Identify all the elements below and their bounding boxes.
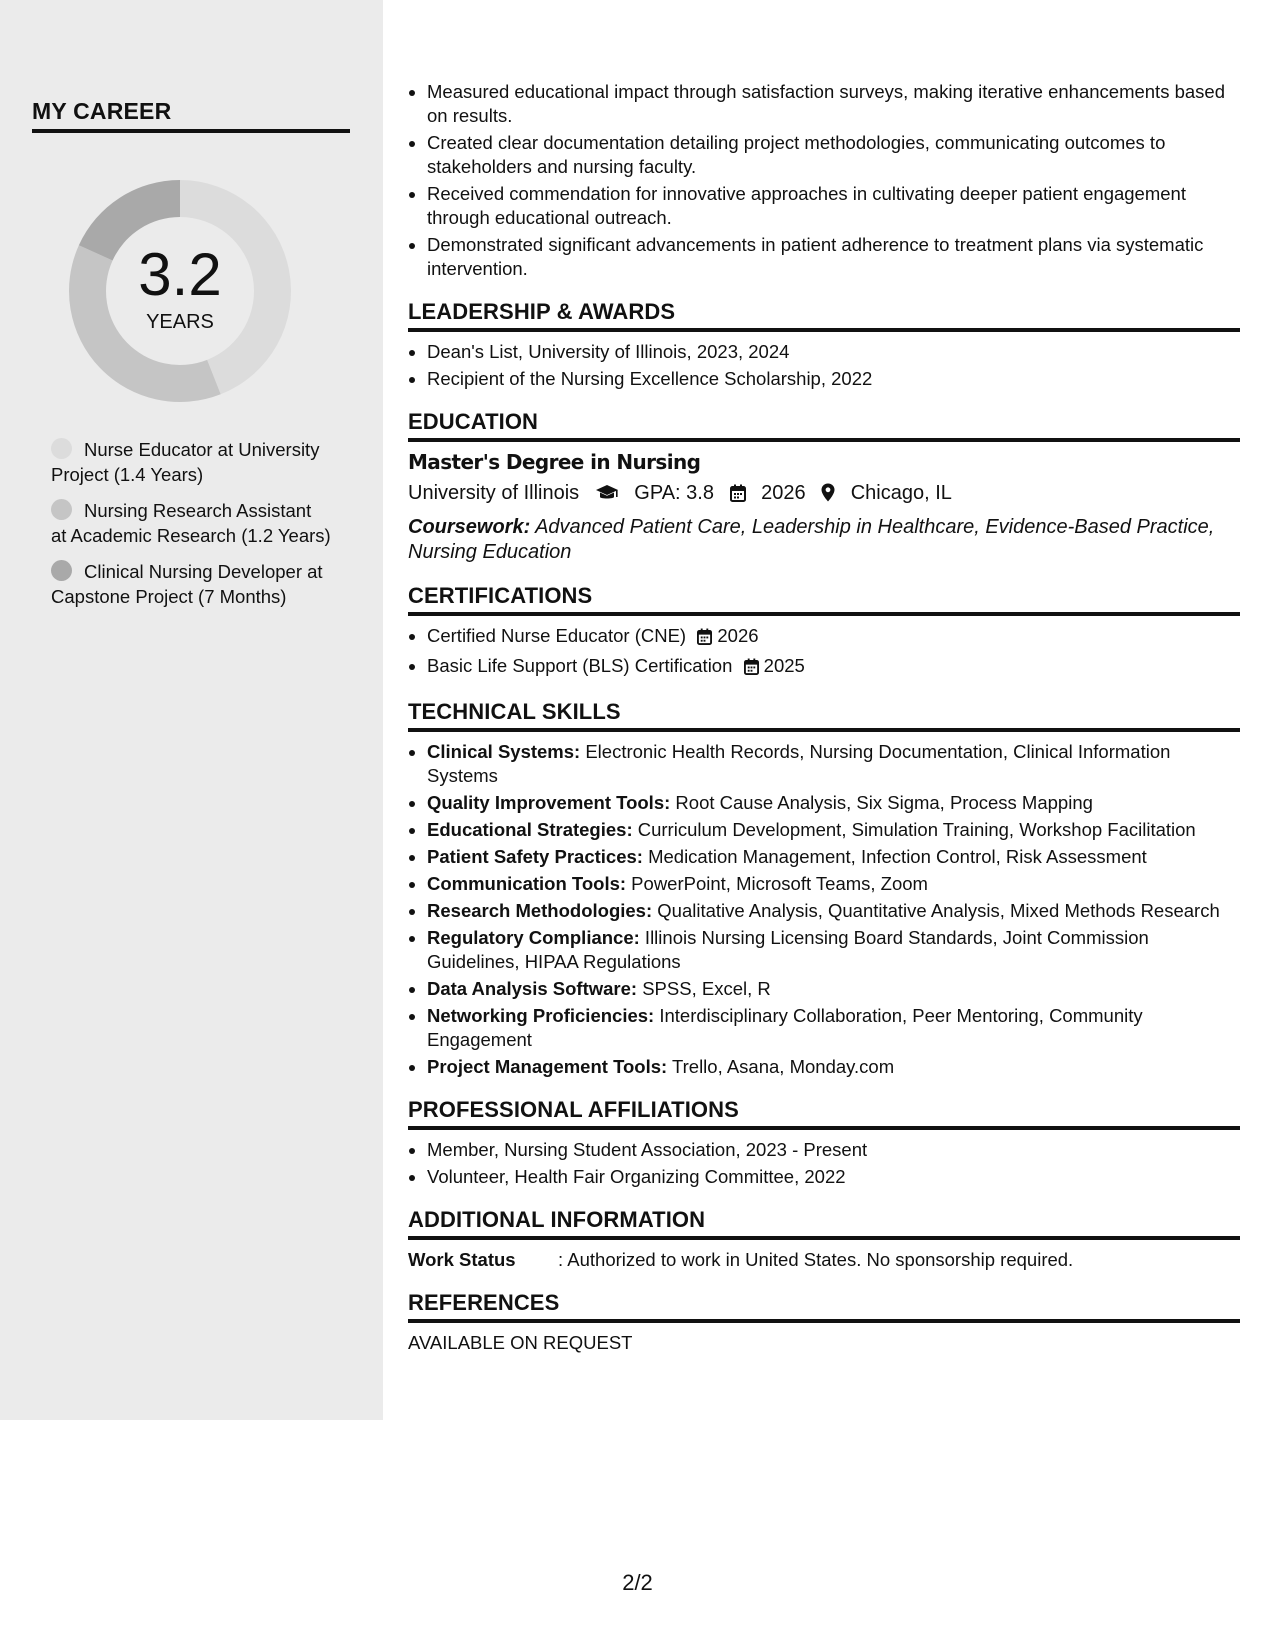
coursework-label: Coursework:: [408, 516, 531, 538]
skill-text: SPSS, Excel, R: [637, 978, 771, 999]
sidebar: [0, 0, 383, 1420]
experience-bullet: • Measured educational impact through satisfaction surveys, making iterative enhancements based on results.: [427, 80, 1240, 128]
skills-list: [408, 740, 1240, 1079]
skill-text: Root Cause Analysis, Six Sigma, Process Mapping: [670, 792, 1093, 813]
career-total-years: 3.2: [138, 241, 222, 308]
skill-label: Patient Safety Practices:: [427, 846, 643, 867]
leadership-item: • Recipient of the Nursing Excellence Scholarship, 2022: [427, 367, 1240, 391]
certification-item: [427, 654, 1240, 681]
experience-bullet: • Demonstrated significant advancements in patient adherence to treatment plans via systematic intervention.: [427, 233, 1240, 281]
legend-item: [51, 498, 331, 548]
experience-bullet: • Created clear documentation detailing project methodologies, communicating outcomes to stakeholders and nursing faculty.: [427, 131, 1240, 179]
leadership-section-title: LEADERSHIP & AWARDS: [408, 299, 1240, 332]
main-content: [408, 80, 1240, 1355]
career-years-unit: YEARS: [146, 311, 214, 333]
legend-item: [51, 437, 331, 487]
degree-title: Master's Degree in Nursing: [408, 450, 701, 474]
skill-text: Illinois Nursing Licensing Board Standards, Joint Commission Guidelines, HIPAA Regulations: [427, 927, 1149, 972]
skill-label: Networking Proficiencies:: [427, 1005, 655, 1026]
coursework: [408, 515, 1240, 565]
certifications-section-title: CERTIFICATIONS: [408, 583, 1240, 616]
legend-label: Nurse Educator at University Project (1.4 Years): [51, 439, 320, 485]
coursework-list: Advanced Patient Care, Leadership in Healthcare, Evidence-Based Practice, Nursing Education: [408, 516, 1215, 563]
experience-bullet: • Received commendation for innovative approaches in cultivating deeper patient engagement through educational outreach.: [427, 182, 1240, 230]
education-section-title: EDUCATION: [408, 409, 1240, 442]
skill-item: [427, 818, 1240, 842]
skill-item: [427, 740, 1240, 788]
skill-text: Interdisciplinary Collaboration, Peer Mentoring, Community Engagement: [427, 1005, 1143, 1050]
additional-section-title: ADDITIONAL INFORMATION: [408, 1207, 1240, 1240]
experience-bullet-list: [408, 80, 1240, 281]
skill-label: Quality Improvement Tools:: [427, 792, 671, 813]
skill-text: Qualitative Analysis, Quantitative Analysis, Mixed Methods Research: [652, 900, 1220, 921]
skill-label: Research Methodologies:: [427, 900, 653, 921]
legend-dot: [51, 438, 72, 459]
certification-name: Basic Life Support (BLS) Certification: [427, 655, 733, 676]
skill-item: [427, 872, 1240, 896]
references-section-title: REFERENCES: [408, 1290, 1240, 1323]
skill-item: [427, 899, 1240, 923]
calendar-icon: [697, 627, 712, 651]
career-section-title: MY CAREER: [32, 98, 350, 133]
skill-item: [427, 845, 1240, 869]
skill-label: Communication Tools:: [427, 873, 627, 894]
skill-text: Trello, Asana, Monday.com: [667, 1056, 895, 1077]
location-pin-icon: [821, 483, 835, 509]
calendar-icon: [744, 657, 759, 681]
affiliation-item: • Volunteer, Health Fair Organizing Committee, 2022: [427, 1165, 1240, 1189]
certification-name: Certified Nurse Educator (CNE): [427, 625, 687, 646]
career-legend: [51, 437, 331, 620]
affiliations-section-title: PROFESSIONAL AFFILIATIONS: [408, 1097, 1240, 1130]
skill-label: Clinical Systems:: [427, 741, 581, 762]
skill-item: [427, 1055, 1240, 1079]
work-status-value: : Authorized to work in United States. No sponsorship required.: [558, 1249, 1074, 1270]
gpa-value: GPA: 3.8: [634, 482, 714, 504]
skill-text: Curriculum Development, Simulation Training, Workshop Facilitation: [632, 819, 1196, 840]
skills-section-title: TECHNICAL SKILLS: [408, 699, 1240, 732]
skill-label: Educational Strategies:: [427, 819, 633, 840]
skill-label: Project Management Tools:: [427, 1056, 668, 1077]
skill-text: PowerPoint, Microsoft Teams, Zoom: [626, 873, 928, 894]
legend-label: Clinical Nursing Developer at Capstone Project (7 Months): [51, 561, 323, 607]
affiliation-item: • Member, Nursing Student Association, 2023 - Present: [427, 1138, 1240, 1162]
leadership-list: [408, 340, 1240, 391]
certifications-list: [408, 624, 1240, 681]
calendar-icon: [730, 483, 746, 509]
legend-label: Nursing Research Assistant at Academic Research (1.2 Years): [51, 500, 331, 546]
school-location: Chicago, IL: [850, 482, 952, 504]
skill-text: Electronic Health Records, Nursing Documentation, Clinical Information Systems: [427, 741, 1171, 786]
skill-item: [427, 1004, 1240, 1052]
skill-item: [427, 926, 1240, 974]
certification-date: 2025: [763, 655, 805, 676]
legend-dot: [51, 499, 72, 520]
graduation-year: 2026: [761, 482, 806, 504]
work-status-label: Work Status: [408, 1249, 516, 1270]
skill-item: [427, 791, 1240, 815]
school-name: University of Illinois: [408, 482, 580, 504]
page-number: 2/2: [622, 1570, 653, 1595]
legend-item: [51, 559, 331, 609]
skill-label: Data Analysis Software:: [427, 978, 638, 999]
legend-dot: [51, 560, 72, 581]
leadership-item: • Dean's List, University of Illinois, 2023, 2024: [427, 340, 1240, 364]
degree-meta: [408, 480, 1240, 509]
certification-date: 2026: [717, 625, 759, 646]
graduation-cap-icon: [595, 483, 619, 509]
references-text: AVAILABLE ON REQUEST: [408, 1332, 633, 1353]
skill-item: [427, 977, 1240, 1001]
certification-item: [427, 624, 1240, 651]
skill-label: Regulatory Compliance:: [427, 927, 640, 948]
work-status-row: [408, 1248, 1240, 1272]
skill-text: Medication Management, Infection Control, Risk Assessment: [642, 846, 1147, 867]
affiliations-list: [408, 1138, 1240, 1189]
